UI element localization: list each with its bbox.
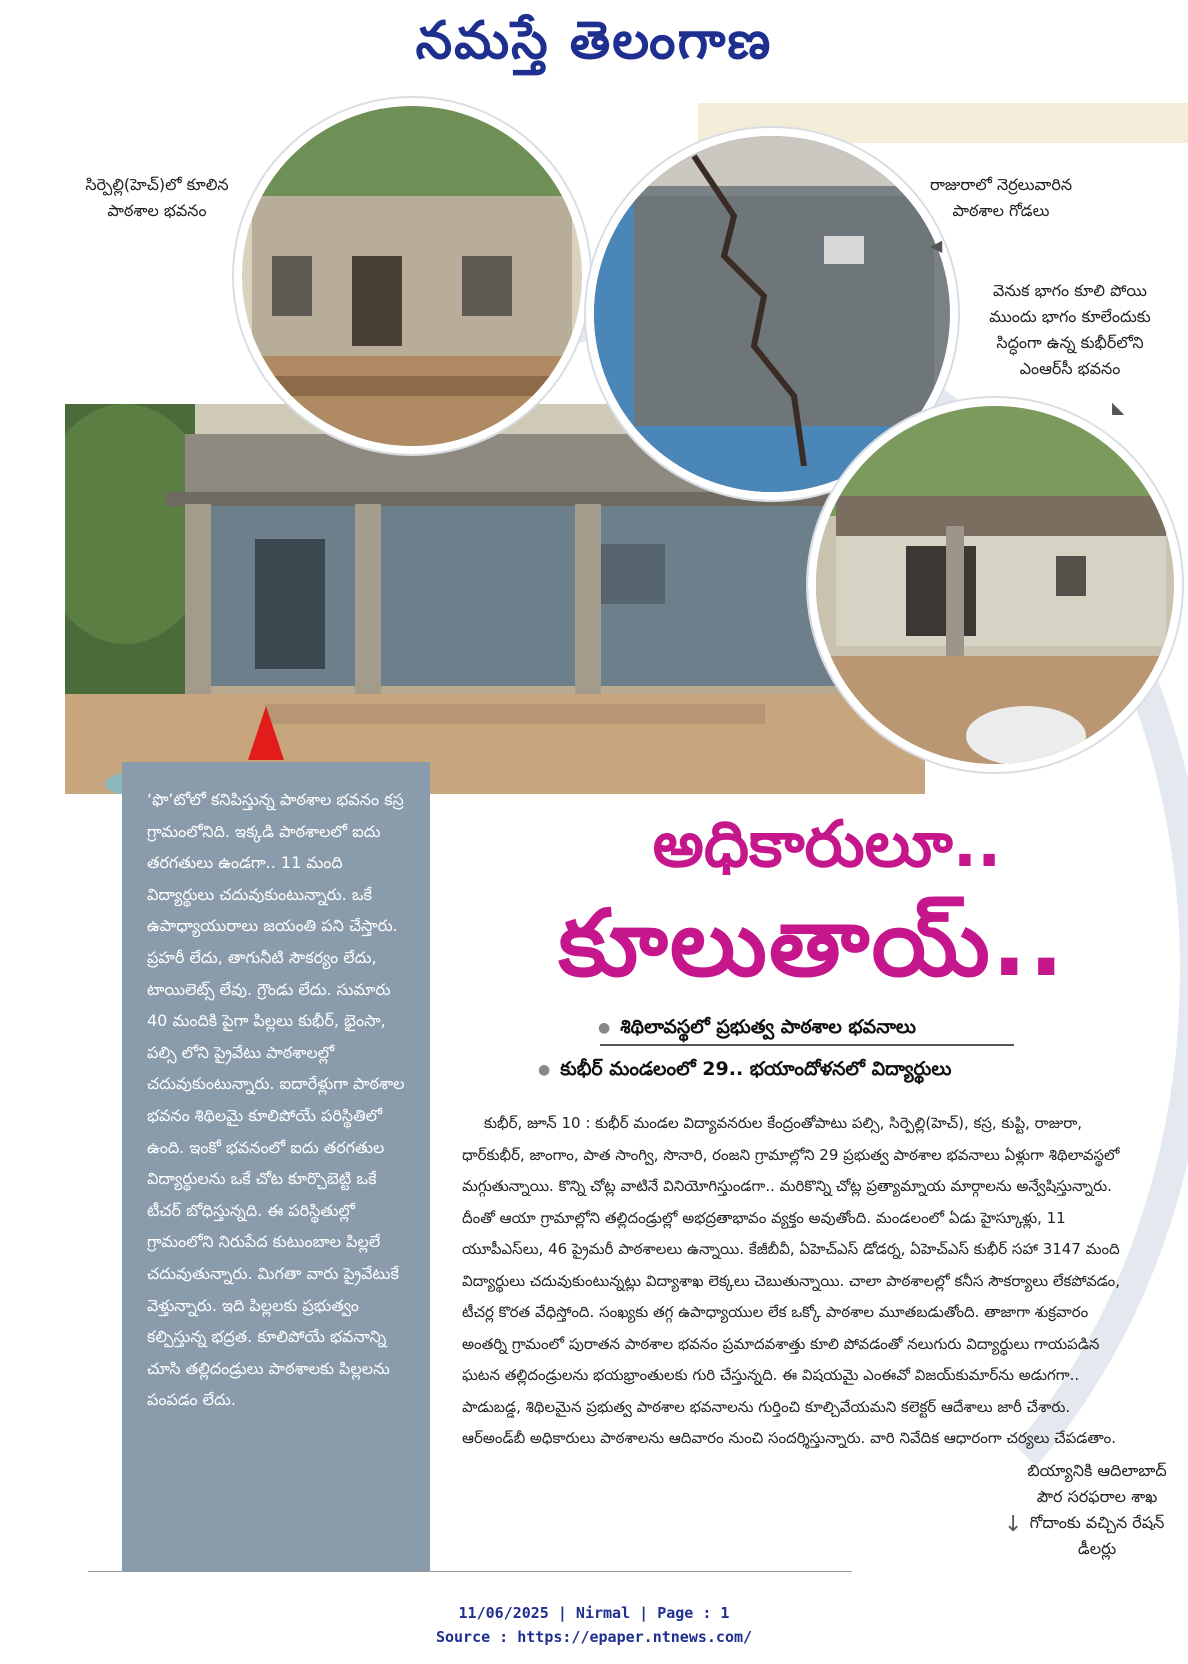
red-pointer-arrow-icon (248, 706, 284, 760)
headline-line-2: కూలుతాయ్.. (558, 890, 1066, 997)
subhead-underline (600, 1044, 1014, 1046)
arrow-down-icon: ↓ (1004, 1512, 1023, 1537)
article-paragraph: కుభీర్, జూన్ 10 : కుభీర్ మండల విద్యావనరుల కేంద్రంతోపాటు పల్సి, సిర్పెల్లి(హెచ్), కస్ర, కుప్టి, రాజురా, ధార్‌కుభీర్, జాంగాం, పాత సాంగ్వి, సొనారి, రంజని గ్రామాల్లోని 29 ప్రభుత్వ పాఠశాల భవనాలు ఏళ్లుగా శిథిలావస్థలో మగ్గుతున్నాయి. కొన్ని చోట్ల వాటినే వినియోగిస్తుండగా.. మరికొన్ని చోట్ల ప్రత్యామ్నాయ మార్గాలను అన్వేషిస్తున్నారు. దీంతో ఆయా గ్రామాల్లోని తల్లిదండ్రుల్లో అభద్రతాభావం వ్యక్తం అవుతోంది. మండలంలో ఏడు హైస్కూళ్లు, 11 యూపీఎస్‌లు, 46 ప్రైమరీ పాఠశాలలు ఉన్నాయి. కేజీబీవీ, ఏహెచ్‌ఎస్ డోడర్న, ఏహెచ్‌ఎస్ కుభీర్ సహా 3147 మంది విద్యార్థులు చదువుకుంటున్నట్లు విద్యాశాఖ లెక్కలు చెబుతున్నాయి. చాలా పాఠశాలల్లో కనీస సౌకర్యాలు లేకపోవడం, టీచర్ల కొరత వేధిస్తోంది. సంఖ్యకు తగ్గ ఉపాధ్యాయుల లేక ఒక్కో పాఠశాల మూతబడుతోంది. తాజాగా శుక్రవారం అంతర్ని గ్రామంలో పురాతన పాఠశాల భవనం ప్రమాదవశాత్తు కూలి పోవడంతో నలుగురు విద్యార్థులు గాయపడిన ఘటన తల్లిదండ్రులను భయభ్రాంతులకు గురి చేస్తున్నది. ఈ విషయమై ఎంఈవో విజయ్‌కుమార్‌ను అడుగగా.. పాడుబడ్డ, శిథిలమైన ప్రభుత్వ పాఠశాల భవనాలను గుర్తించి కూల్చివేయమని కలెక్టర్ ఆదేశాలు జారీ చేశారు. ఆర్‌అండ్‌బీ అధికారులు పాఠశాలను ఆదివారం నుంచి సందర్శిస్తున్నారు. వారి నివేదిక ఆధారంగా చర్యలు చేపడతాం. (462, 1114, 1121, 1447)
caption-mrc-building: వెనుక భాగం కూలి పోయి ముందు భాగం కూలేందుకు సిద్ధంగా ఉన్న కుభీర్‌లోని ఎంఆర్‌సీ భవనం (989, 281, 1151, 378)
footer-date-page: 11/06/2025 | Nirmal | Page : 1 (458, 1604, 730, 1622)
subhead-bullet-2: ● కుభీర్ మండలంలో 29.. భయాందోళనలో విద్యార్థులు (538, 1058, 951, 1085)
subhead-bullet-1: ● శిథిలావస్థలో ప్రభుత్వ పాఠశాల భవనాలు (598, 1016, 916, 1043)
article-body (462, 1108, 1128, 1455)
caption-ration-dealers: బియ్యానికి ఆదిలాబాద్ పౌర సరఫరాల శాఖ గోదాంకు వచ్చిన రేషన్ డీలర్లు (1027, 1461, 1167, 1558)
footer-source: Source : https://epaper.ntnews.com/ (435, 1628, 753, 1646)
caption-cracked-wall: రాజురాలో నెర్రలువారిన పాఠశాల గోడలు (929, 175, 1073, 220)
sidebar-text: ‘ఫొ’టోలో కనిపిస్తున్న పాఠశాల భవనం కస్ర గ్రామంలోనిది. ఇక్కడి పాఠశాలలో ఐదు తరగతులు ఉండగా.. 11 మంది విద్యార్థులు చదువుకుంటున్నారు. ఒకే ఉపాధ్యాయురాలు జయంతి పని చేస్తారు. ప్రహరీ లేదు, తాగునీటి సౌకర్యం లేదు, టాయిలెట్స్ లేవు. గ్రౌండు లేదు. సుమారు 40 మందికి పైగా పిల్లలు కుభీర్, భైంసా, పల్సి లోని ప్రైవేటు పాఠశాలల్లో చదువుకుంటున్నారు. ఐదారేళ్లుగా పాఠశాల భవనం శిథిలమై కూలిపోయే పరిస్థితిలో ఉంది. ఇంకో భవనంలో ఐదు తరగతుల విద్యార్థులను ఒకే చోట కూర్చొబెట్టి ఒకే టీచర్ బోధిస్తున్నది. ఈ పరిస్థితుల్లో గ్రామంలోని నిరుపేద కుటుంబాల పిల్లలే చదువుతున్నారు. మిగతా వారు ప్రైవేటుకే వెళ్తున్నారు. ఇది పిల్లలకు ప్రభుత్వం కల్పిస్తున్న భద్రత. కూలిపోయే భవనాన్ని చూసి తల్లిదండ్రులు పాఠశాలకు పిల్లలను పంపడం లేదు. (147, 790, 405, 1410)
bottom-divider (88, 1571, 852, 1572)
arrow-left-icon: ◀ (930, 236, 943, 255)
circle-photo-collapsed-school (234, 98, 590, 454)
circle-photo-mrc-building (808, 398, 1182, 772)
caption-collapsed-school: సిర్పెల్లి(హెచ్)లో కూలిన పాఠశాల భవనం (85, 175, 229, 220)
arrow-down-left-icon: ◣ (1112, 398, 1125, 417)
headline-line-1: అధికారులూ.. (652, 808, 1002, 882)
masthead-title: నమస్తే తెలంగాణ (415, 10, 773, 71)
